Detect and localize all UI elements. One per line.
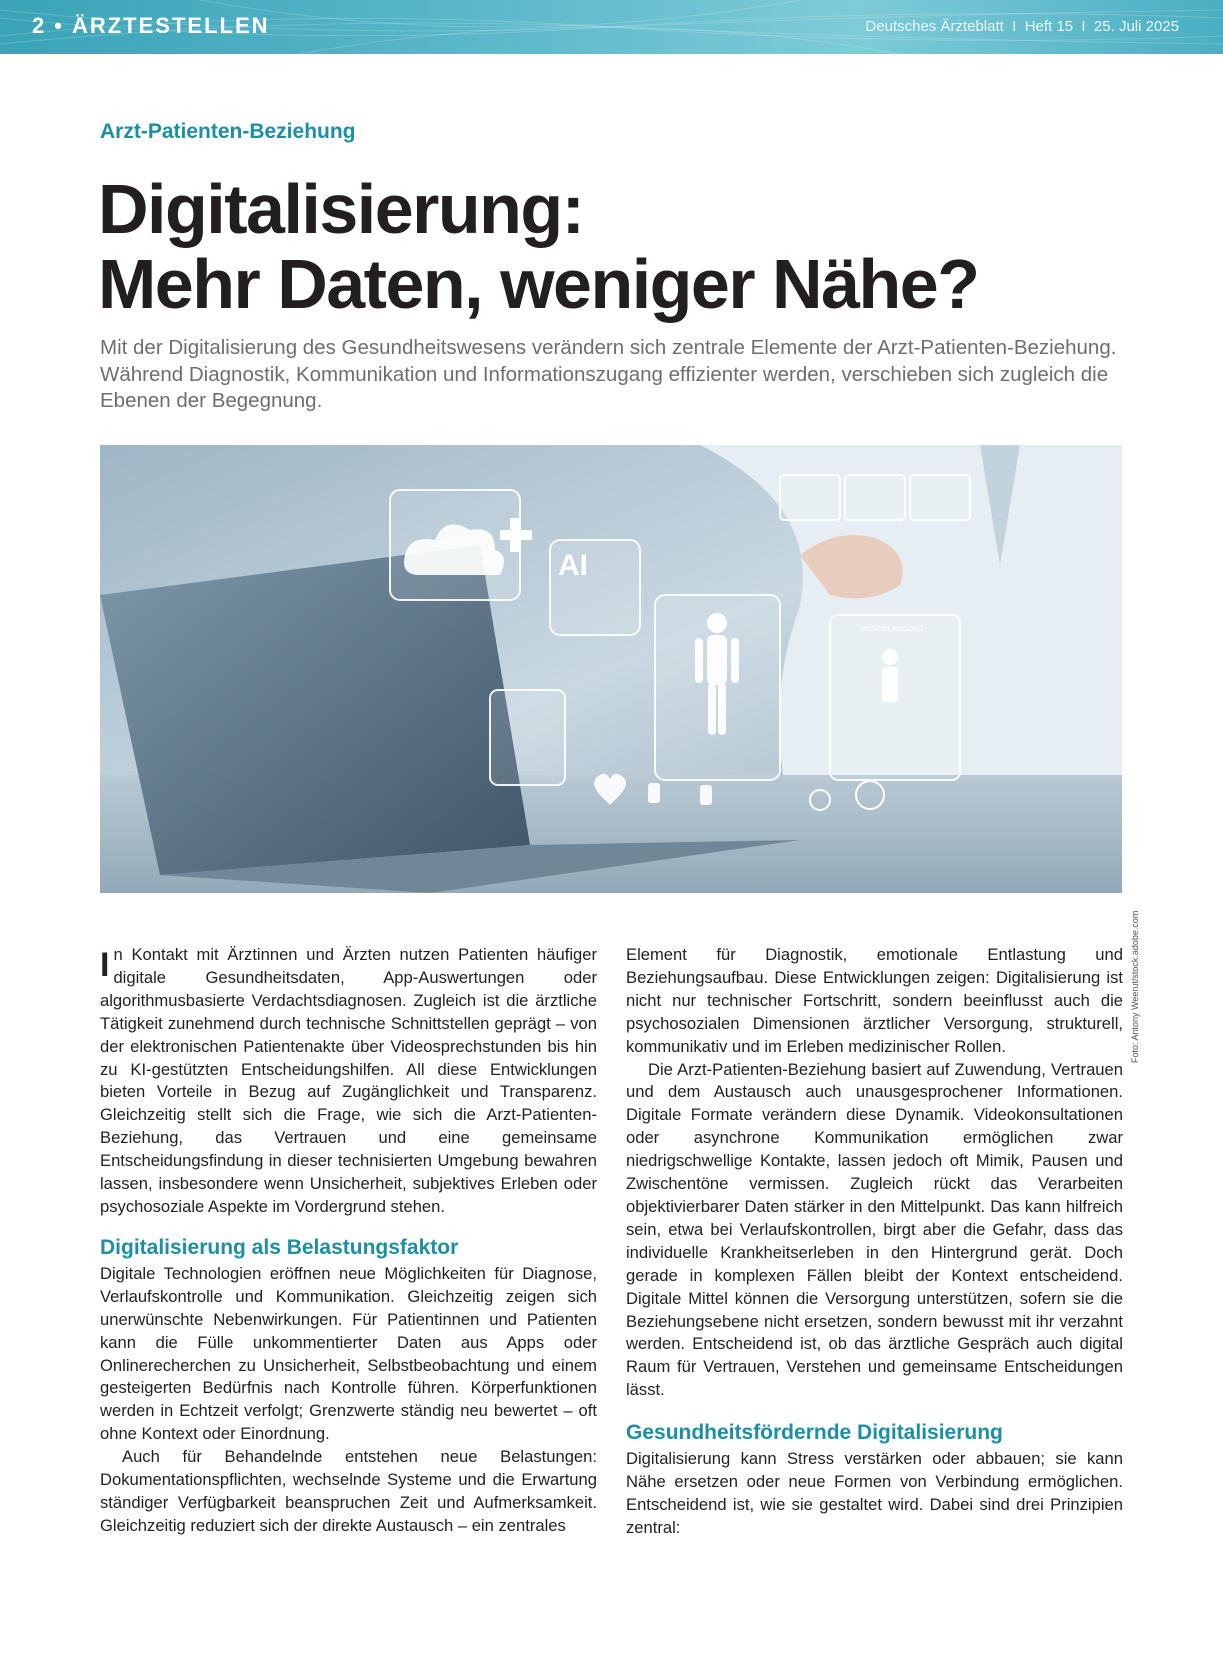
section-name: ÄRZTESTELLEN (71, 13, 270, 38)
patient-figure-icon (882, 649, 898, 702)
medical-record-label: MEDICAL RECORD (860, 626, 924, 633)
title-line-1: Digitalisierung: (98, 170, 584, 248)
paragraph: Digitalisierung kann Stress verstärken oder abbauen; sie kann Nähe ersetzen oder neue Formen von Verbindung ermöglichen. Entscheidend ist, wie sie gestaltet wird. Dabei sind drei Prinzipien zentral: (626, 1449, 1123, 1537)
article-title (98, 172, 1178, 322)
small-panel (490, 690, 565, 785)
publication-info (865, 18, 1179, 35)
hero-image (100, 445, 1122, 893)
article-column-left (100, 944, 597, 1538)
paragraph: Die Arzt-Patienten-Beziehung basiert auf Zuwendung, Vertrauen und dem Austausch auch unausgesprochener Informationen. Digitale Formate verändern diese Dynamik. Videokonsultationen oder asynchrone Kommunikation ermöglichen zwar niedrigschwellige Kontakte, lassen jedoch oft Mimik, Pausen und Zwischentöne vermissen. Zugleich rückt das Verarbeiten objektivierbarer Daten stärker in den Mittelpunkt. Das kann hilfreich sein, etwa bei Verlaufskontrollen, birgt aber die Gefahr, dass das individuelle Krankheitserleben in den Hintergrund gerät. Doch gerade in komplexen Fällen bleibt der Kontext entscheidend. Digitale Mittel können die Versorgung unterstützen, sofern sie die Beziehungsebene nicht ersetzen, sondern bewusst mit ihr verzahnt werden. Entscheidend ist, ob das ärztliche Gespräch auch digital Raum für Vertrauen, Verstehen und gemeinsame Entscheidungen lässt. (626, 1059, 1123, 1400)
title-line-2: Mehr Daten, weniger Nähe? (98, 245, 979, 323)
article-lead: Mit der Digitalisierung des Gesundheitswesens verändern sich zentrale Elemente der Arzt-Patienten-Beziehung. Während Diagnostik, Kommunikation und Informationszugang effizienter werden, verschieben sich zugleich die Ebenen der Begegnung. (100, 336, 1117, 412)
subheading: Digitalisierung als Belastungsfaktor (100, 1235, 459, 1259)
publication-name: Deutsches Ärzteblatt (865, 18, 1004, 35)
paragraph: Element für Diagnostik, emotionale Entlastung und Beziehungsaufbau. Diese Entwicklungen zeigen: Digitalisierung ist nicht nur technischer Fortschritt, sondern beeinflusst auch die psychosozialen Dimensionen ärztlicher Versorgung, strukturell, kommunikativ und im Erleben medizinischer Rollen. (626, 945, 1123, 1056)
ai-label: AI (558, 549, 588, 582)
paragraph: n Kontakt mit Ärztinnen und Ärzten nutzen Patienten häufiger digitale Gesundheitsdaten, App-Auswertungen oder algorithmusbasierte Verdachtsdiagnosen. Zugleich ist die ärztliche Tätigkeit zunehmend durch technische Schnittstellen geprägt – von der elektronischen Patientenakte über Videosprechstunden bis hin zu KI-gestützten Entscheidungshilfen. All diese Entwicklungen bieten Vorteile in Bezug auf Zugänglichkeit und Transparenz. Gleichzeitig stellt sich die Frage, wie sich die Arzt-Patienten-Beziehung, das Vertrauen und eine gemeinsame Entscheidungsfindung in dieser technisierten Umgebung bewahren lassen, insbesondere wenn Unsicherheit, subjektives Erleben oder psychosoziale Aspekte im Vordergrund stehen. (100, 945, 597, 1216)
subheading: Gesundheitsfördernde Digitalisierung (626, 1421, 1003, 1445)
article-column-right (626, 944, 1123, 1540)
paragraph: Auch für Behandelnde entstehen neue Belastungen: Dokumentationspflichten, wechselnde Systeme und die Erwartung ständiger Verfügbarkeit beanspruchen Zeit und Aufmerksamkeit. Gleichzeitig reduziert sich der direkte Austausch – ein zentrales (100, 1447, 597, 1535)
drop-cap: I (100, 946, 110, 984)
pill-bottle-icon (648, 783, 660, 803)
bullet: • (54, 13, 64, 38)
page-number: 2 (32, 13, 47, 38)
separator: I (1081, 18, 1086, 35)
issue-date: 25. Juli 2025 (1093, 18, 1179, 35)
separator: I (1012, 18, 1017, 35)
issue-number: Heft 15 (1024, 18, 1074, 35)
page-header-bar (0, 0, 1223, 54)
article-kicker: Arzt-Patienten-Beziehung (100, 120, 356, 143)
section-label (32, 13, 270, 39)
photo-credit: Foto: Antony Weerut/stock.adobe.com (1130, 910, 1140, 1063)
paragraph: Digitale Technologien eröffnen neue Möglichkeiten für Diagnose, Verlaufskontrolle und Kommunikation. Gleichzeitig zeigen sich unerwünschte Nebenwirkungen. Für Patientinnen und Patienten kann die Fülle unkommentierter Daten aus Apps oder Onlinerecherchen zu Unsicherheit, Selbstbeobachtung und einem gesteigerten Bedürfnis nach Kontrolle führen. Körperfunktionen werden in Echtzeit verfolgt; Grenzwerte ständig neu bewertet – oft ohne Kontext oder Einordnung. (100, 1263, 597, 1444)
